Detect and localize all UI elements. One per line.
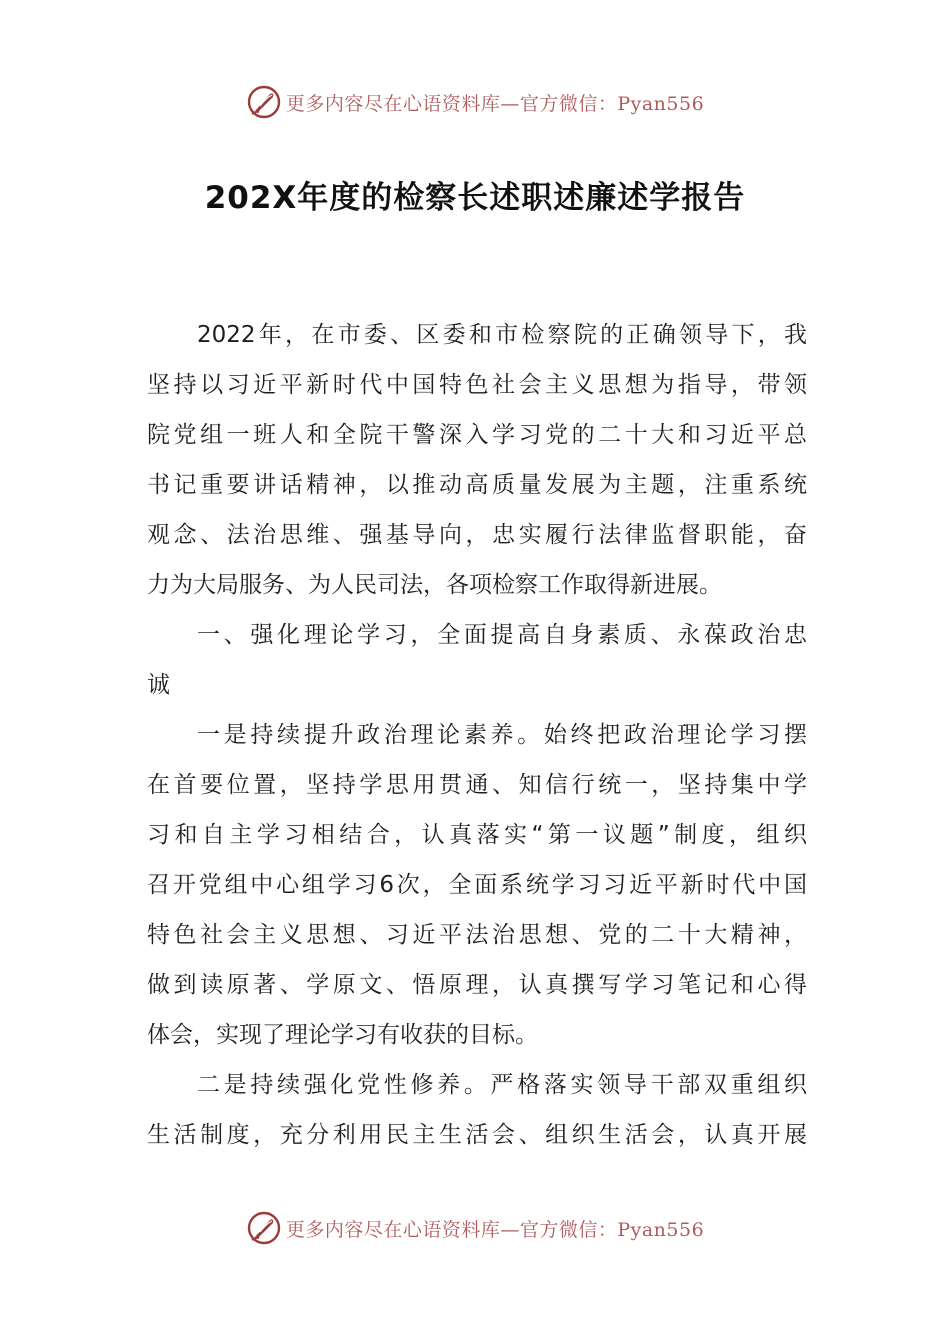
- header-banner: [0, 82, 950, 122]
- paragraph-line: 力为大局服务、为人民司法，各项检察工作取得新进展。: [147, 572, 722, 598]
- document-title: 202X年度的检察长述职述廉述学报告: [204, 180, 746, 216]
- paragraph-line: 做到读原著、学原文、悟原理，认真撰写学习笔记和心得: [147, 972, 807, 998]
- section-heading-line: 诚: [147, 672, 170, 698]
- paragraph-line: 体会，实现了理论学习有收获的目标。: [147, 1022, 538, 1048]
- paragraph-line: 召开党组中心组学习6次，全面系统学习习近平新时代中国: [147, 872, 807, 898]
- paragraph-line: 2022年，在市委、区委和市检察院的正确领导下，我: [197, 322, 807, 348]
- banner-text: 更多内容尽在心语资料库—官方微信：Pyan556: [285, 1218, 705, 1241]
- banner-text: 更多内容尽在心语资料库—官方微信：Pyan556: [285, 92, 705, 115]
- paragraph-line: 坚持以习近平新时代中国特色社会主义思想为指导，带领: [147, 372, 807, 398]
- paragraph-line: 习和自主学习相结合，认真落实“第一议题”制度，组织: [147, 822, 807, 848]
- paragraph-line: 院党组一班人和全院干警深入学习党的二十大和习近平总: [147, 422, 807, 448]
- paragraph-line: 在首要位置，坚持学思用贯通、知信行统一，坚持集中学: [147, 772, 807, 798]
- quill-logo-icon: [246, 1210, 282, 1246]
- paragraph-line: 一是持续提升政治理论素养。始终把政治理论学习摆: [197, 722, 807, 748]
- section-heading-line: 一、强化理论学习，全面提高自身素质、永葆政治忠: [197, 622, 807, 648]
- paragraph-line: 观念、法治思维、强基导向，忠实履行法律监督职能，奋: [147, 522, 807, 548]
- document-body: [147, 310, 807, 1160]
- wechat-id: Pyan556: [617, 92, 705, 115]
- paragraph-line: 生活制度，充分利用民主生活会、组织生活会，认真开展: [147, 1122, 807, 1148]
- paragraph-line: 书记重要讲话精神，以推动高质量发展为主题，注重系统: [147, 472, 807, 498]
- wechat-id: Pyan556: [617, 1218, 705, 1241]
- footer-banner: [0, 1208, 950, 1248]
- paragraph-line: 二是持续强化党性修养。严格落实领导干部双重组织: [197, 1072, 807, 1098]
- paragraph-line: 特色社会主义思想、习近平法治思想、党的二十大精神，: [147, 922, 807, 948]
- quill-logo-icon: [246, 84, 282, 120]
